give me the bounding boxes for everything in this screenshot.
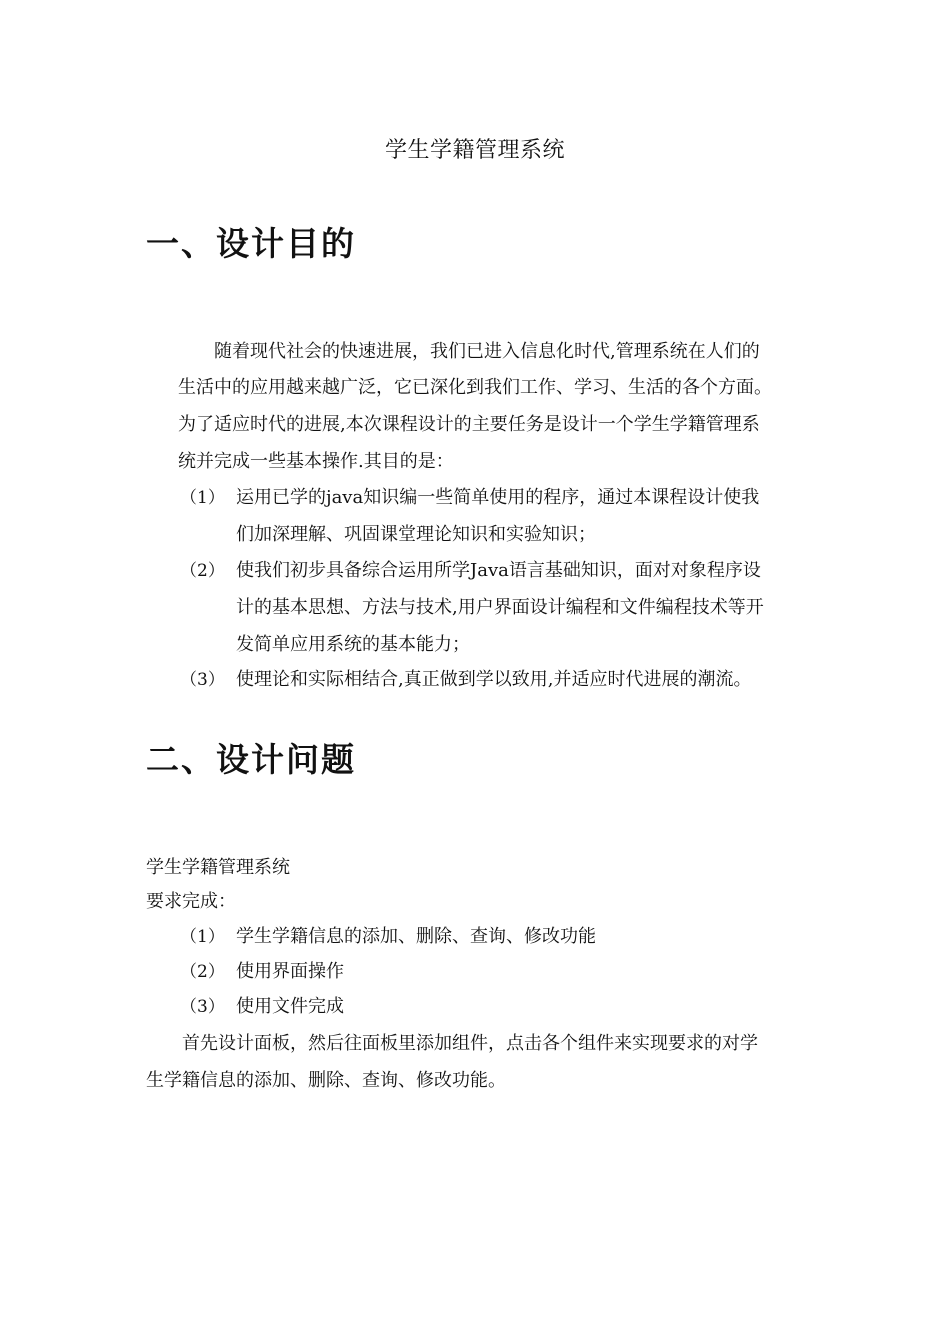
list-item-text: 学生学籍信息的添加、删除、查询、修改功能 (236, 926, 596, 947)
paragraph-line: 随着现代社会的快速进展，我们已进入信息化时代,管理系统在人们的 (214, 341, 760, 362)
paragraph-line: 生学籍信息的添加、删除、查询、修改功能。 (146, 1070, 506, 1091)
paragraph-line: 统并完成一些基本操作.其目的是： (178, 451, 454, 472)
list-item-text: 使理论和实际相结合,真正做到学以致用,并适应时代进展的潮流。 (236, 669, 752, 690)
paragraph-line: 为了适应时代的进展,本次课程设计的主要任务是设计一个学生学籍管理系 (178, 414, 760, 435)
list-item-text: 使用界面操作 (236, 961, 344, 982)
list-item-number: （1） (180, 488, 225, 508)
document-title: 学生学籍管理系统 (384, 138, 565, 163)
list-item-text: 使我们初步具备综合运用所学Java语言基础知识，面对对象程序设 (236, 560, 761, 581)
section-heading-design-purpose: 一、设计目的 (146, 224, 356, 263)
list-item-number: （2） (180, 962, 225, 982)
list-item-text: 发简单应用系统的基本能力； (236, 634, 470, 655)
list-item-text: 计的基本思想、方法与技术,用户界面设计编程和文件编程技术等开 (236, 597, 764, 618)
list-item-number: （3） (180, 997, 225, 1017)
list-item-text: 使用文件完成 (236, 996, 344, 1017)
list-item-text: 们加深理解、巩固课堂理论知识和实验知识； (236, 524, 596, 545)
requirement-label: 要求完成： (146, 891, 236, 912)
list-item-text: 运用已学的java知识编一些简单使用的程序，通过本课程设计使我 (236, 487, 760, 508)
list-item-number: （3） (180, 670, 225, 690)
list-item-number: （1） (180, 927, 225, 947)
paragraph-line: 首先设计面板，然后往面板里添加组件，点击各个组件来实现要求的对学 (182, 1033, 758, 1054)
paragraph-line: 生活中的应用越来越广泛，它已深化到我们工作、学习、生活的各个方面。 (178, 377, 772, 398)
system-name: 学生学籍管理系统 (146, 857, 290, 878)
section-heading-design-problem: 二、设计问题 (146, 740, 356, 779)
list-item-number: （2） (180, 561, 225, 581)
